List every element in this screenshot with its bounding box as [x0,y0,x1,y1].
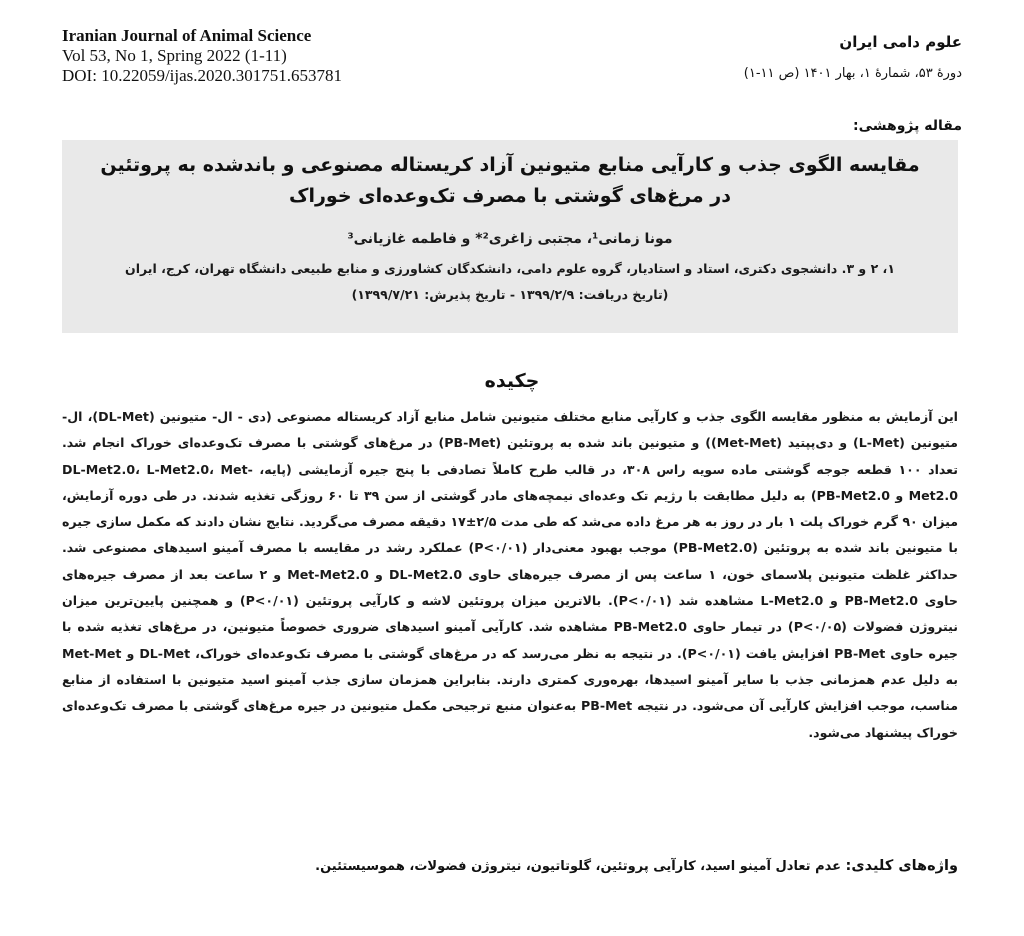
article-dates: (تاریخ دریافت: ۱۳۹۹/۲/۹ - تاریخ پذیرش: ۱۳۹۹/۷/۲۱) [351,287,669,302]
article-title: مقایسه الگوی جذب و کارآیی منابع متیونین آزاد کریستاله مصنوعی و باندشده به پروتئین در مرغ‌های گوشتی با مصرف تک‌وعده‌ای خوراک [100,154,920,207]
keywords [62,858,958,874]
article-type: مقاله پژوهشی: [852,118,962,134]
journal-header-fa [542,30,962,86]
abstract-body: این آزمایش به منظور مقایسه الگوی جذب و کارآیی منابع مختلف متیونین شامل منابع آزاد کریستاله مصنوعی (دی - ال- متیونین (DL-Met)، ال- متیونین (L-Met) و دی‌پپتید (Met-Met)) و متیونین باند شده به پروتئین (PB-Met) در مرغ‌های گوشتی با مصرف تک‌وعده‌ای خوراک انجام شد. تعداد ۱۰۰ قطعه جوجه گوشتی ماده سویه راس ۳۰۸، در قالب طرح کاملاً تصادفی با پنج جیره آزمایشی (پایه، DL-Met2.0، L-Met2.0، Met-Met2.0 و PB-Met2.0) به دلیل مطابقت با رژیم تک وعده‌ای نیمچه‌های مادر گوشتی از سن ۳۹ تا ۶۰ روزگی تغذیه شدند. در طی دوره آزمایش، میزان ۹۰ گرم خوراک پلت ۱ بار در روز به هر مرغ داده می‌شد که طی مدت ۲/۵±۱۷ دقیقه مصرف می‌گردید. نتایج نشان دادند که مکمل سازی جیره با متیونین باند شده به پروتئین (PB-Met2.0) موجب بهبود معنی‌دار (P<۰/۰۱) عملکرد رشد در مقایسه با مصرف آمینو اسیدهای مصنوعی شد. حداکثر غلظت متیونین پلاسمای خون، ۱ ساعت پس از مصرف جیره‌های حاوی DL-Met2.0 و Met-Met2.0 و ۲ ساعت بعد از مصرف جیره‌های حاوی PB-Met2.0 و L-Met2.0 مشاهده شد (P<۰/۰۱). بالاترین میزان پروتئین لاشه و کارآیی پروتئین (P<۰/۰۱) و همچنین پایین‌ترین میزان نیتروژن فضولات (P<۰/۰۵) در تیمار حاوی PB-Met2.0 مشاهده شد. کارآیی آمینو اسیدهای ضروری خصوصاً متیونین، در مرغ‌های تغذیه شده با جیره حاوی PB-Met افزایش یافت (P<۰/۰۱). در نتیجه به نظر می‌رسد که در مرغ‌های گوشتی با مصرف تک‌وعده‌ای خوراک، DL-Met و Met-Met به دلیل عدم همزمانی جذب با سایر آمینو اسیدها، بهره‌وری کمتری دارند. بنابراین همزمان سازی جذب آمینو اسید متیونین با استفاده از منابع مناسب، موجب افزایش کارآیی آن می‌شود. در نتیجه PB-Met به‌عنوان منبع ترجیحی مکمل متیونین در جیره مرغ‌های گوشتی با مصرف تک‌وعده‌ای خوراک پیشنهاد می‌شود. [62,409,959,740]
abstract-heading: چکیده [484,370,540,392]
article-authors: مونا زمانی¹، مجتبی زاغری²* و فاطمه غازیانی³ [347,231,673,247]
journal-doi: DOI: 10.22059/ijas.2020.301751.653781 [62,66,343,85]
keywords-text: عدم تعادل آمینو اسید، کارآیی پروتئین، گلوتاتیون، نیتروژن فضولات، هموسیستئین. [315,859,841,874]
journal-volume-fa: دورۀ ۵۳، شمارۀ ۱، بهار ۱۴۰۱ (ص ۱۱-۱) [743,66,962,81]
keywords-label: واژه‌های کلیدی: [845,858,958,874]
journal-header-en [62,26,482,86]
article-affiliation: ۱، ۲ و ۳. دانشجوی دکتری، استاد و استادیار، گروه علوم دامی، دانشکدگان کشاورزی و منابع طبیعی دانشگاه تهران، کرج، ایران [125,261,895,276]
journal-volume-en: Vol 53, No 1, Spring 2022 (1-11) [62,46,287,65]
title-box [62,140,958,333]
journal-name-fa: علوم دامی ایران [839,33,962,51]
journal-name-en: Iranian Journal of Animal Science [62,26,312,45]
